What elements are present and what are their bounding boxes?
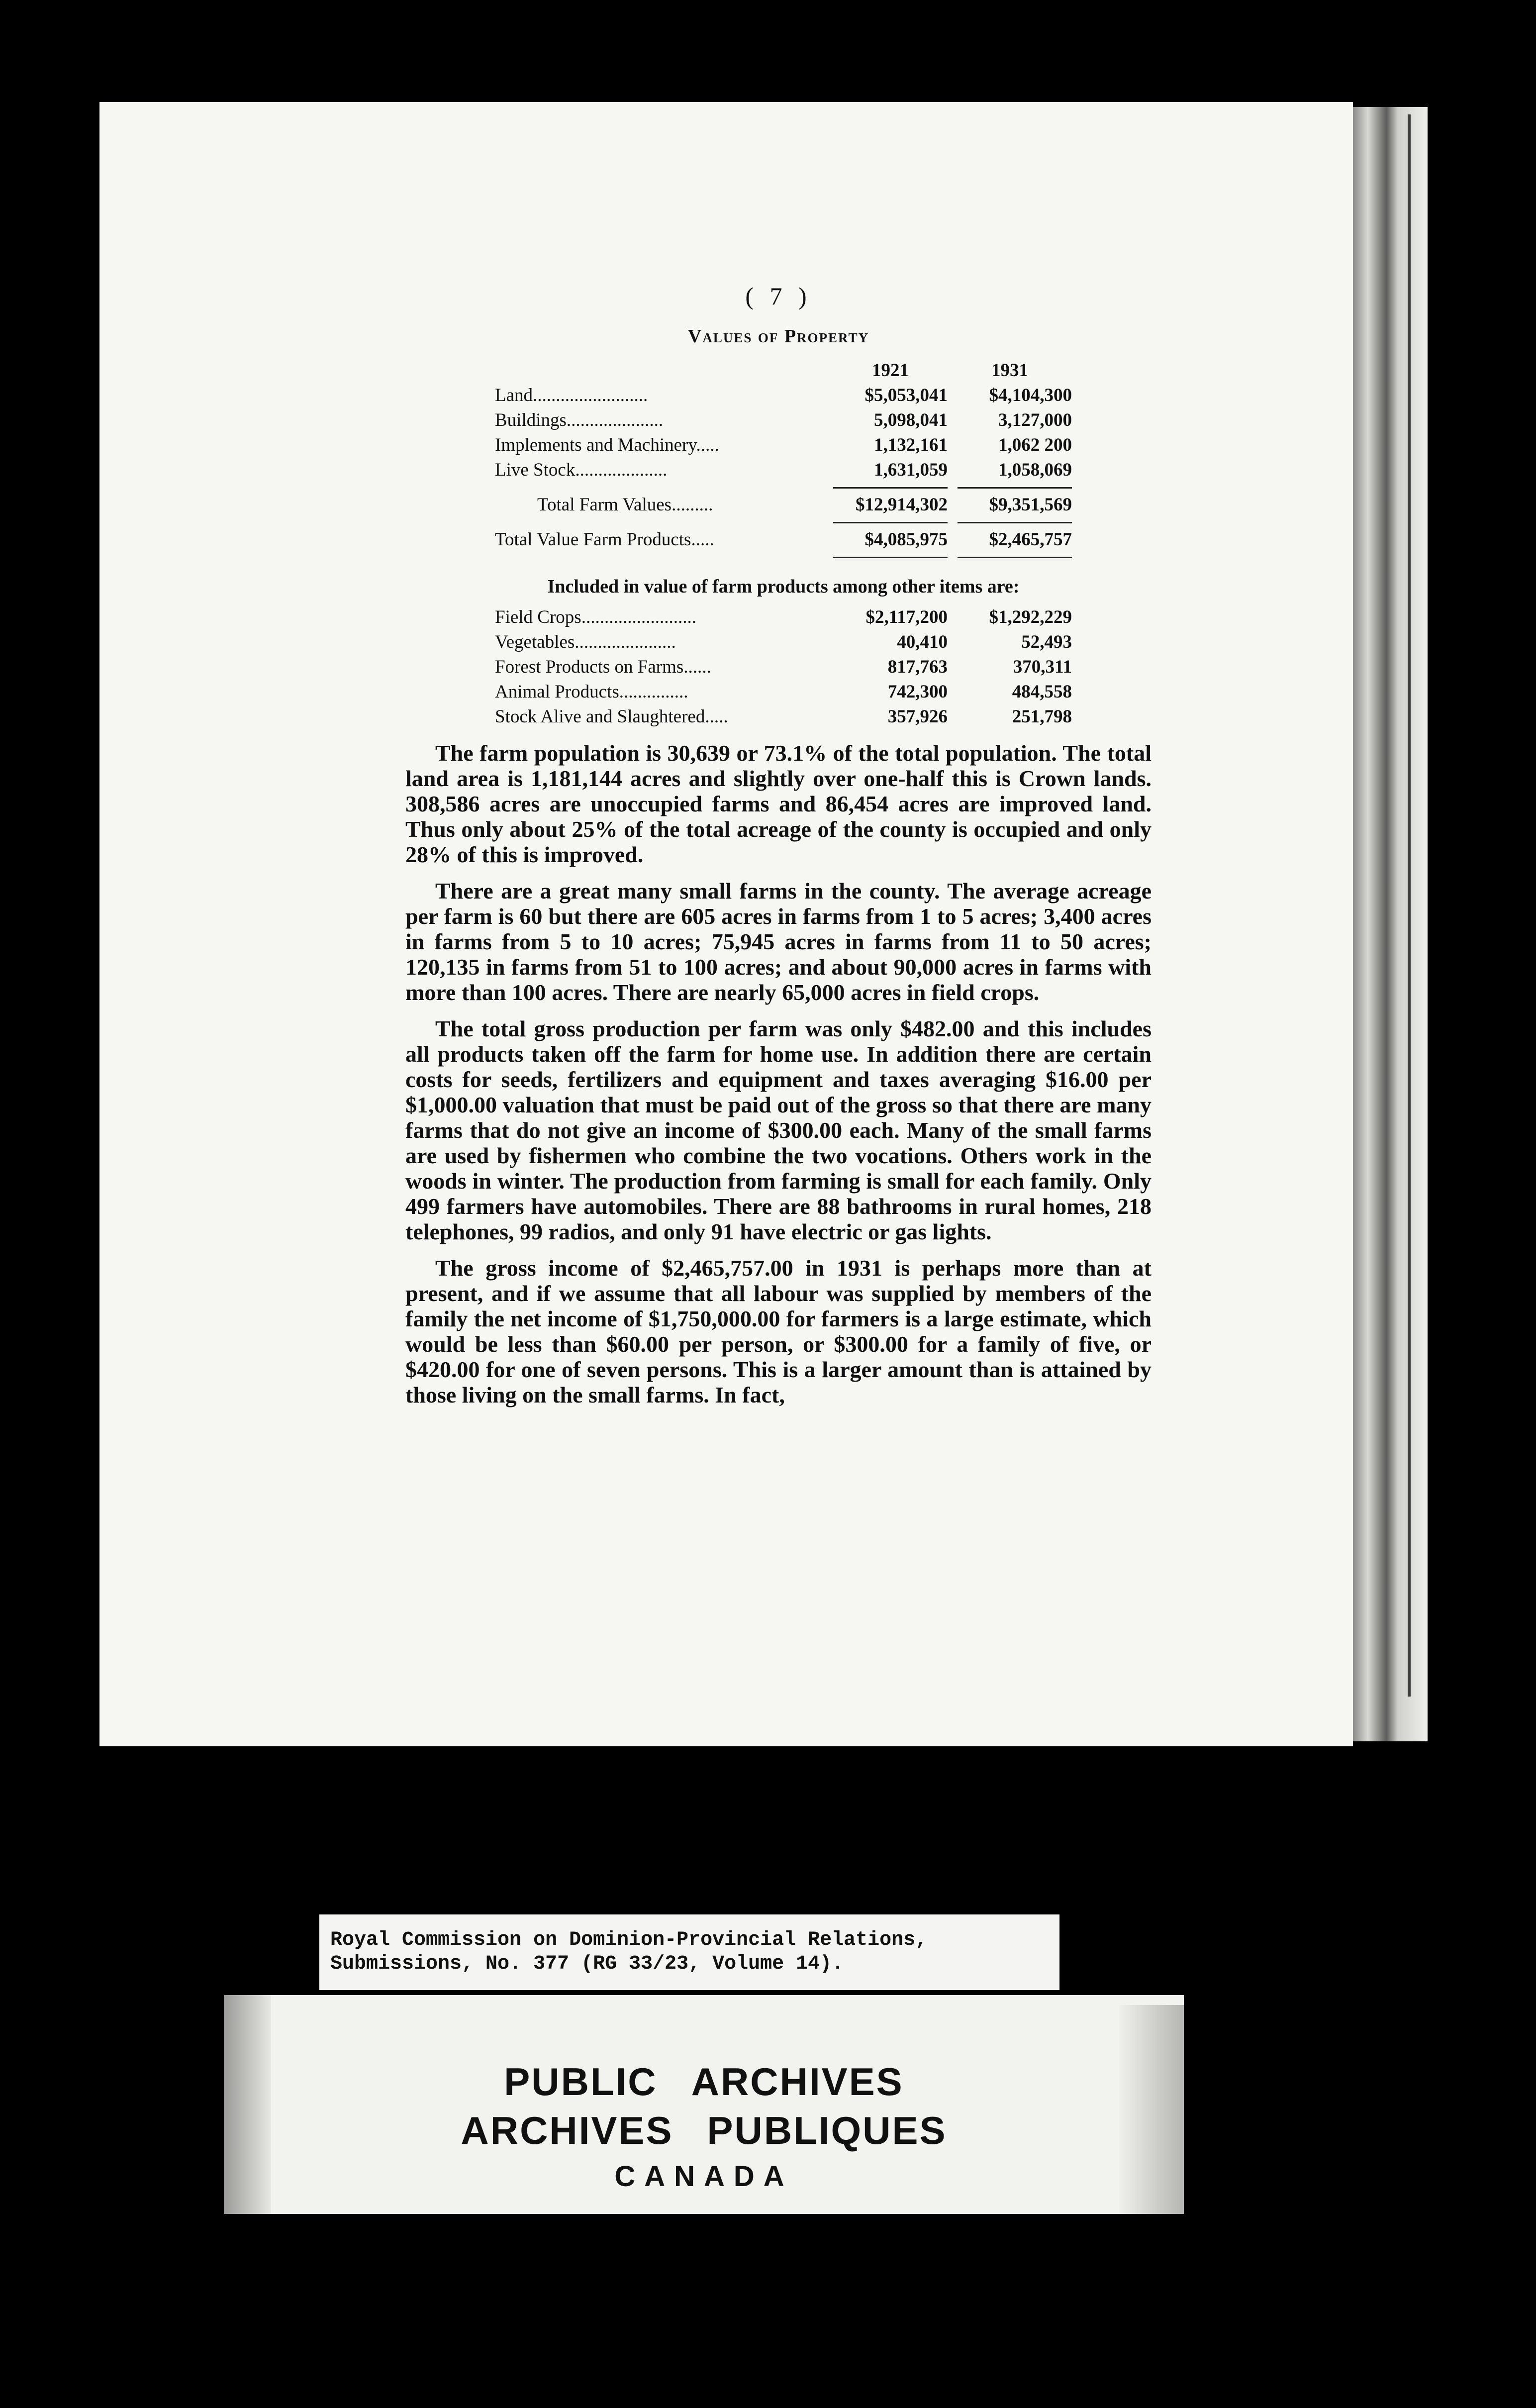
paragraph-small-farms: There are a great many small farms in the county. The average acreage per farm is 60 but there are 605 acres in farms from 1 to 5 acres; 3,400 acres in farms from 5 to 10 acres; 75,945 acres in farms from 11 to 50 acres; 120,135 in farms from 51 to 100 acres; and about 90,000 acres in farms with more than 100 acres. There are nearly 65,000 acres in field crops. (405, 878, 1152, 1005)
table-row (495, 655, 1072, 680)
subtotal-rule (495, 483, 1072, 493)
archives-logo-text (224, 2057, 1184, 2197)
included-heading: Included in value of farm products among other items are: (547, 576, 1020, 597)
row-value-1921: $12,914,302 (856, 495, 948, 515)
row-label: Total Value Farm Products..... (495, 529, 714, 550)
row-value-1921: 5,098,041 (874, 410, 948, 430)
row-label: Implements and Machinery..... (495, 435, 719, 455)
archives-line-1 (224, 2057, 1184, 2106)
archives-word-publiques: PUBLIQUES (707, 2108, 947, 2152)
table-row (495, 408, 1072, 433)
row-label: Buildings..................... (495, 410, 664, 430)
row-value-1921: $2,117,200 (865, 607, 948, 627)
paragraph-farm-population: The farm population is 30,639 or 73.1% of the total population. The total land area is 1,181,144 acres and slightly over one-half this is Crown lands. 308,586 acres are unoccupied farms and 86,454 acres are improved land. Thus only about 25% of the total acreage of the county is occupied and only 28% of this is improved. (405, 740, 1152, 867)
row-value-1931: 1,062 200 (998, 435, 1072, 455)
archives-line-2 (224, 2106, 1184, 2155)
archives-word-archives: ARCHIVES (691, 2060, 904, 2104)
total-value-farm-products-row (495, 527, 1072, 552)
total-farm-values-row (495, 493, 1072, 517)
row-label: Field Crops......................... (495, 607, 696, 627)
row-value-1921: 1,631,059 (874, 460, 948, 480)
row-value-1931: 52,493 (1021, 632, 1072, 652)
row-value-1921: $4,085,975 (864, 529, 948, 550)
property-table (495, 358, 1072, 729)
row-label: Forest Products on Farms...... (495, 657, 711, 677)
row-value-1921: $5,053,041 (864, 385, 948, 405)
row-value-1931: $1,292,229 (989, 607, 1072, 627)
row-value-1931: 3,127,000 (998, 410, 1072, 430)
row-label: Total Farm Values......... (537, 495, 713, 515)
page-edge-shadow (1353, 107, 1428, 1741)
archives-word-public: PUBLIC (504, 2060, 658, 2104)
table-row (495, 605, 1072, 630)
row-value-1931: 484,558 (1012, 682, 1072, 702)
row-value-1921: 1,132,161 (874, 435, 948, 455)
table-row (495, 458, 1072, 483)
archive-reference-line-1: Royal Commission on Dominion-Provincial Relations, (330, 1929, 928, 1951)
table-row (495, 630, 1072, 655)
archives-canada: CANADA (614, 2160, 793, 2193)
table-row (495, 680, 1072, 704)
table-title: Values of Property (687, 326, 869, 347)
products-rule (495, 552, 1072, 562)
archives-word-archives-fr: ARCHIVES (461, 2108, 673, 2152)
row-value-1931: $4,104,300 (989, 385, 1072, 405)
row-value-1931: 1,058,069 (998, 460, 1072, 480)
row-value-1931: $9,351,569 (989, 495, 1072, 515)
paragraph-gross-production: The total gross production per farm was only $482.00 and this includes all products taken off the farm for home use. In addition there are certain costs for seeds, fertilizers and equipment and taxes averaging $16.00 per $1,000.00 valuation that must be paid out of the gross so that there are many farms that do not give an income of $300.00 each. Many of the small farms are used by fishermen who combine the two vocations. Others work in the woods in winter. The production from farming is small for each family. Only 499 farmers have automobiles. There are 88 bathrooms in rural homes, 218 telephones, 99 radios, and only 91 have electric or gas lights. (405, 1016, 1152, 1244)
row-label: Animal Products............... (495, 682, 688, 702)
table-row (495, 433, 1072, 458)
row-value-1921: 817,763 (887, 657, 948, 677)
table-row (495, 704, 1072, 729)
row-label: Vegetables...................... (495, 632, 676, 652)
row-label: Land......................... (495, 385, 648, 405)
paragraph-gross-income: The gross income of $2,465,757.00 in 1931 is perhaps more than at present, and if we assume that all labour was supplied by members of the family the net income of $1,750,000.00 for farmers is a large estimate, which would be less than $60.00 per person, or $300.00 for a family of five, or $420.00 for one of seven persons. This is a larger amount than is attained by those living on the small farms. In fact, (405, 1255, 1152, 1407)
row-label: Stock Alive and Slaughtered..... (495, 706, 728, 727)
row-value-1921: 357,926 (887, 706, 948, 727)
column-header-1921: 1921 (872, 360, 909, 381)
row-value-1921: 742,300 (887, 682, 948, 702)
public-archives-card (224, 1995, 1184, 2214)
row-value-1931: 251,798 (1012, 706, 1072, 727)
total-rule (495, 517, 1072, 527)
row-label: Live Stock.................... (495, 460, 668, 480)
page-content (405, 284, 1152, 1407)
table-row (495, 383, 1072, 408)
archive-reference-label (319, 1914, 1059, 1990)
table-header-row (495, 358, 1072, 383)
column-header-1931: 1931 (991, 360, 1028, 381)
archive-reference-line-2: Submissions, No. 377 (RG 33/23, Volume 14). (330, 1953, 844, 1975)
row-value-1931: $2,465,757 (989, 529, 1072, 550)
page-edge-line (1408, 114, 1411, 1697)
page-number: ( 7 ) (745, 282, 812, 310)
row-value-1931: 370,311 (1013, 657, 1072, 677)
row-value-1921: 40,410 (897, 632, 948, 652)
